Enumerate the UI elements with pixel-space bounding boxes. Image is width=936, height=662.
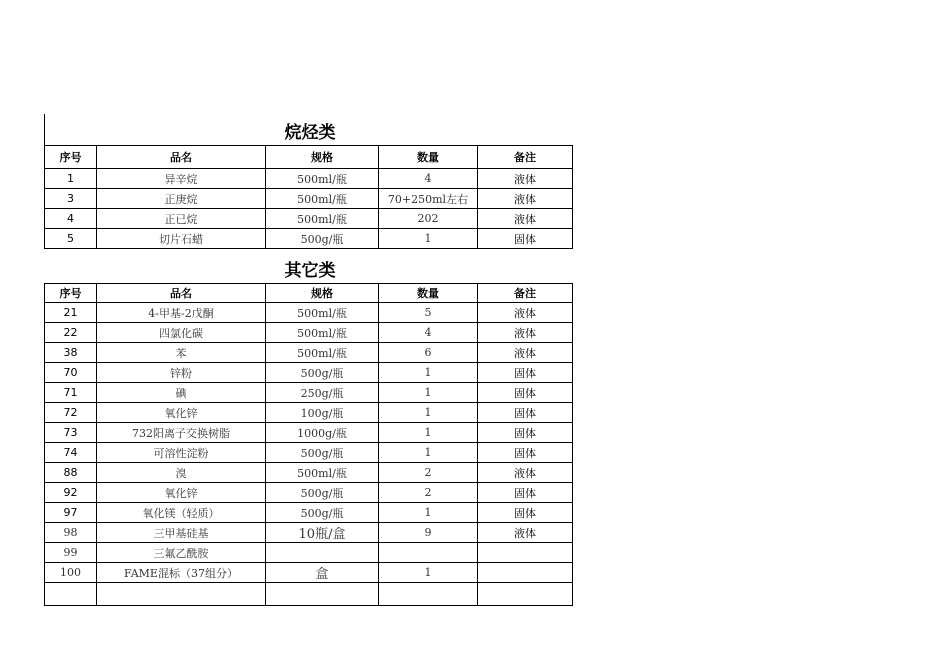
cell-quantity: 1 xyxy=(379,229,478,249)
cell-serial-number: 5 xyxy=(45,229,97,249)
table-row xyxy=(45,189,573,209)
table-row xyxy=(45,363,573,383)
cell-serial-number xyxy=(45,583,97,606)
cell-remark xyxy=(478,543,573,563)
cell-product-name: 正已烷 xyxy=(97,209,266,229)
cell-quantity: 1 xyxy=(379,563,478,583)
cell-spec: 100g/瓶 xyxy=(266,403,379,423)
cell-quantity: 1 xyxy=(379,383,478,403)
cell-quantity: 1 xyxy=(379,403,478,423)
cell-spec: 盒 xyxy=(266,563,379,583)
cell-quantity: 2 xyxy=(379,463,478,483)
cell-remark xyxy=(478,563,573,583)
table-row xyxy=(45,503,573,523)
cell-product-name: 三氟乙酰胺 xyxy=(97,543,266,563)
cell-remark: 固体 xyxy=(478,503,573,523)
table-row xyxy=(45,323,573,343)
table-row xyxy=(45,463,573,483)
cell-spec: 1000g/瓶 xyxy=(266,423,379,443)
header-row xyxy=(45,146,573,169)
cell-product-name: FAME混标（37组分） xyxy=(97,563,266,583)
cell-serial-number: 100 xyxy=(45,563,97,583)
table-row xyxy=(45,563,573,583)
cell-serial-number: 38 xyxy=(45,343,97,363)
table-row xyxy=(45,209,573,229)
cell-product-name: 苯 xyxy=(97,343,266,363)
cell-serial-number: 88 xyxy=(45,463,97,483)
table-row xyxy=(45,543,573,563)
table-row xyxy=(45,169,573,189)
cell-product-name: 正庚烷 xyxy=(97,189,266,209)
cell-remark: 液体 xyxy=(478,209,573,229)
cell-remark: 固体 xyxy=(478,363,573,383)
cell-product-name: 异辛烷 xyxy=(97,169,266,189)
cell-serial-number: 4 xyxy=(45,209,97,229)
cell-serial-number: 73 xyxy=(45,423,97,443)
alkanes-table xyxy=(44,145,573,249)
cell-remark: 固体 xyxy=(478,383,573,403)
cell-product-name: 氧化锌 xyxy=(97,483,266,503)
cell-product-name: 切片石蜡 xyxy=(97,229,266,249)
cell-serial-number: 22 xyxy=(45,323,97,343)
others-table xyxy=(44,283,573,606)
table-row xyxy=(45,343,573,363)
cell-remark: 液体 xyxy=(478,463,573,483)
cell-serial-number: 70 xyxy=(45,363,97,383)
cell-serial-number: 92 xyxy=(45,483,97,503)
cell-spec xyxy=(266,583,379,606)
header-serial-number: 序号 xyxy=(45,146,97,169)
cell-remark: 液体 xyxy=(478,323,573,343)
cell-serial-number: 97 xyxy=(45,503,97,523)
cell-product-name: 氧化锌 xyxy=(97,403,266,423)
table-row xyxy=(45,383,573,403)
cell-spec: 500ml/瓶 xyxy=(266,463,379,483)
cell-quantity: 1 xyxy=(379,443,478,463)
cell-product-name: 碘 xyxy=(97,383,266,403)
table-row xyxy=(45,303,573,323)
table-row xyxy=(45,523,573,543)
cell-product-name: 溴 xyxy=(97,463,266,483)
cell-quantity: 202 xyxy=(379,209,478,229)
cell-quantity xyxy=(379,583,478,606)
cell-product-name: 732阳离子交换树脂 xyxy=(97,423,266,443)
cell-quantity: 1 xyxy=(379,423,478,443)
cell-serial-number: 21 xyxy=(45,303,97,323)
cell-product-name: 氧化镁（轻质） xyxy=(97,503,266,523)
cell-remark: 液体 xyxy=(478,523,573,543)
table-row xyxy=(45,483,573,503)
cell-spec xyxy=(266,543,379,563)
cell-spec: 500ml/瓶 xyxy=(266,169,379,189)
cell-quantity: 4 xyxy=(379,169,478,189)
cell-remark: 固体 xyxy=(478,403,573,423)
cell-spec: 500ml/瓶 xyxy=(266,343,379,363)
cell-remark: 液体 xyxy=(478,303,573,323)
cell-quantity: 2 xyxy=(379,483,478,503)
cell-remark: 液体 xyxy=(478,169,573,189)
cell-quantity: 70+250ml左右 xyxy=(379,189,478,209)
table-row xyxy=(45,423,573,443)
table-row xyxy=(45,229,573,249)
header-serial-number: 序号 xyxy=(45,284,97,303)
cell-quantity: 1 xyxy=(379,503,478,523)
cell-serial-number: 3 xyxy=(45,189,97,209)
header-quantity: 数量 xyxy=(379,284,478,303)
cell-quantity: 6 xyxy=(379,343,478,363)
cell-serial-number: 71 xyxy=(45,383,97,403)
header-remark: 备注 xyxy=(478,146,573,169)
cell-remark: 固体 xyxy=(478,443,573,463)
cell-quantity: 9 xyxy=(379,523,478,543)
section-title-others: 其它类 xyxy=(284,261,336,281)
header-product-name: 品名 xyxy=(97,146,266,169)
cell-spec: 500g/瓶 xyxy=(266,443,379,463)
section-title-alkanes: 烷烃类 xyxy=(284,123,336,143)
cell-serial-number: 72 xyxy=(45,403,97,423)
cell-spec: 500ml/瓶 xyxy=(266,323,379,343)
cell-quantity: 1 xyxy=(379,363,478,383)
header-quantity: 数量 xyxy=(379,146,478,169)
header-remark: 备注 xyxy=(478,284,573,303)
cell-remark: 固体 xyxy=(478,483,573,503)
cell-quantity: 5 xyxy=(379,303,478,323)
cell-spec: 500g/瓶 xyxy=(266,483,379,503)
cell-serial-number: 99 xyxy=(45,543,97,563)
cell-remark: 液体 xyxy=(478,343,573,363)
cell-product-name: 三甲基硅基 xyxy=(97,523,266,543)
cell-quantity: 4 xyxy=(379,323,478,343)
cell-serial-number: 1 xyxy=(45,169,97,189)
header-product-name: 品名 xyxy=(97,284,266,303)
table-row xyxy=(45,583,573,606)
cell-serial-number: 98 xyxy=(45,523,97,543)
cell-product-name: 锌粉 xyxy=(97,363,266,383)
cell-spec: 500ml/瓶 xyxy=(266,189,379,209)
cell-product-name: 4-甲基-2戊酮 xyxy=(97,303,266,323)
cell-product-name xyxy=(97,583,266,606)
cell-remark: 液体 xyxy=(478,189,573,209)
cell-remark: 固体 xyxy=(478,423,573,443)
header-spec: 规格 xyxy=(266,284,379,303)
table-row xyxy=(45,403,573,423)
cell-product-name: 可溶性淀粉 xyxy=(97,443,266,463)
table-row xyxy=(45,443,573,463)
cell-spec: 500ml/瓶 xyxy=(266,303,379,323)
cell-spec: 500g/瓶 xyxy=(266,229,379,249)
cell-spec: 10瓶/盒 xyxy=(266,523,379,543)
cell-remark xyxy=(478,583,573,606)
cell-remark: 固体 xyxy=(478,229,573,249)
header-row xyxy=(45,284,573,303)
cell-quantity xyxy=(379,543,478,563)
cell-product-name: 四氯化碳 xyxy=(97,323,266,343)
cell-serial-number: 74 xyxy=(45,443,97,463)
cell-spec: 500g/瓶 xyxy=(266,363,379,383)
cell-spec: 500ml/瓶 xyxy=(266,209,379,229)
cell-spec: 500g/瓶 xyxy=(266,503,379,523)
cell-spec: 250g/瓶 xyxy=(266,383,379,403)
header-spec: 规格 xyxy=(266,146,379,169)
